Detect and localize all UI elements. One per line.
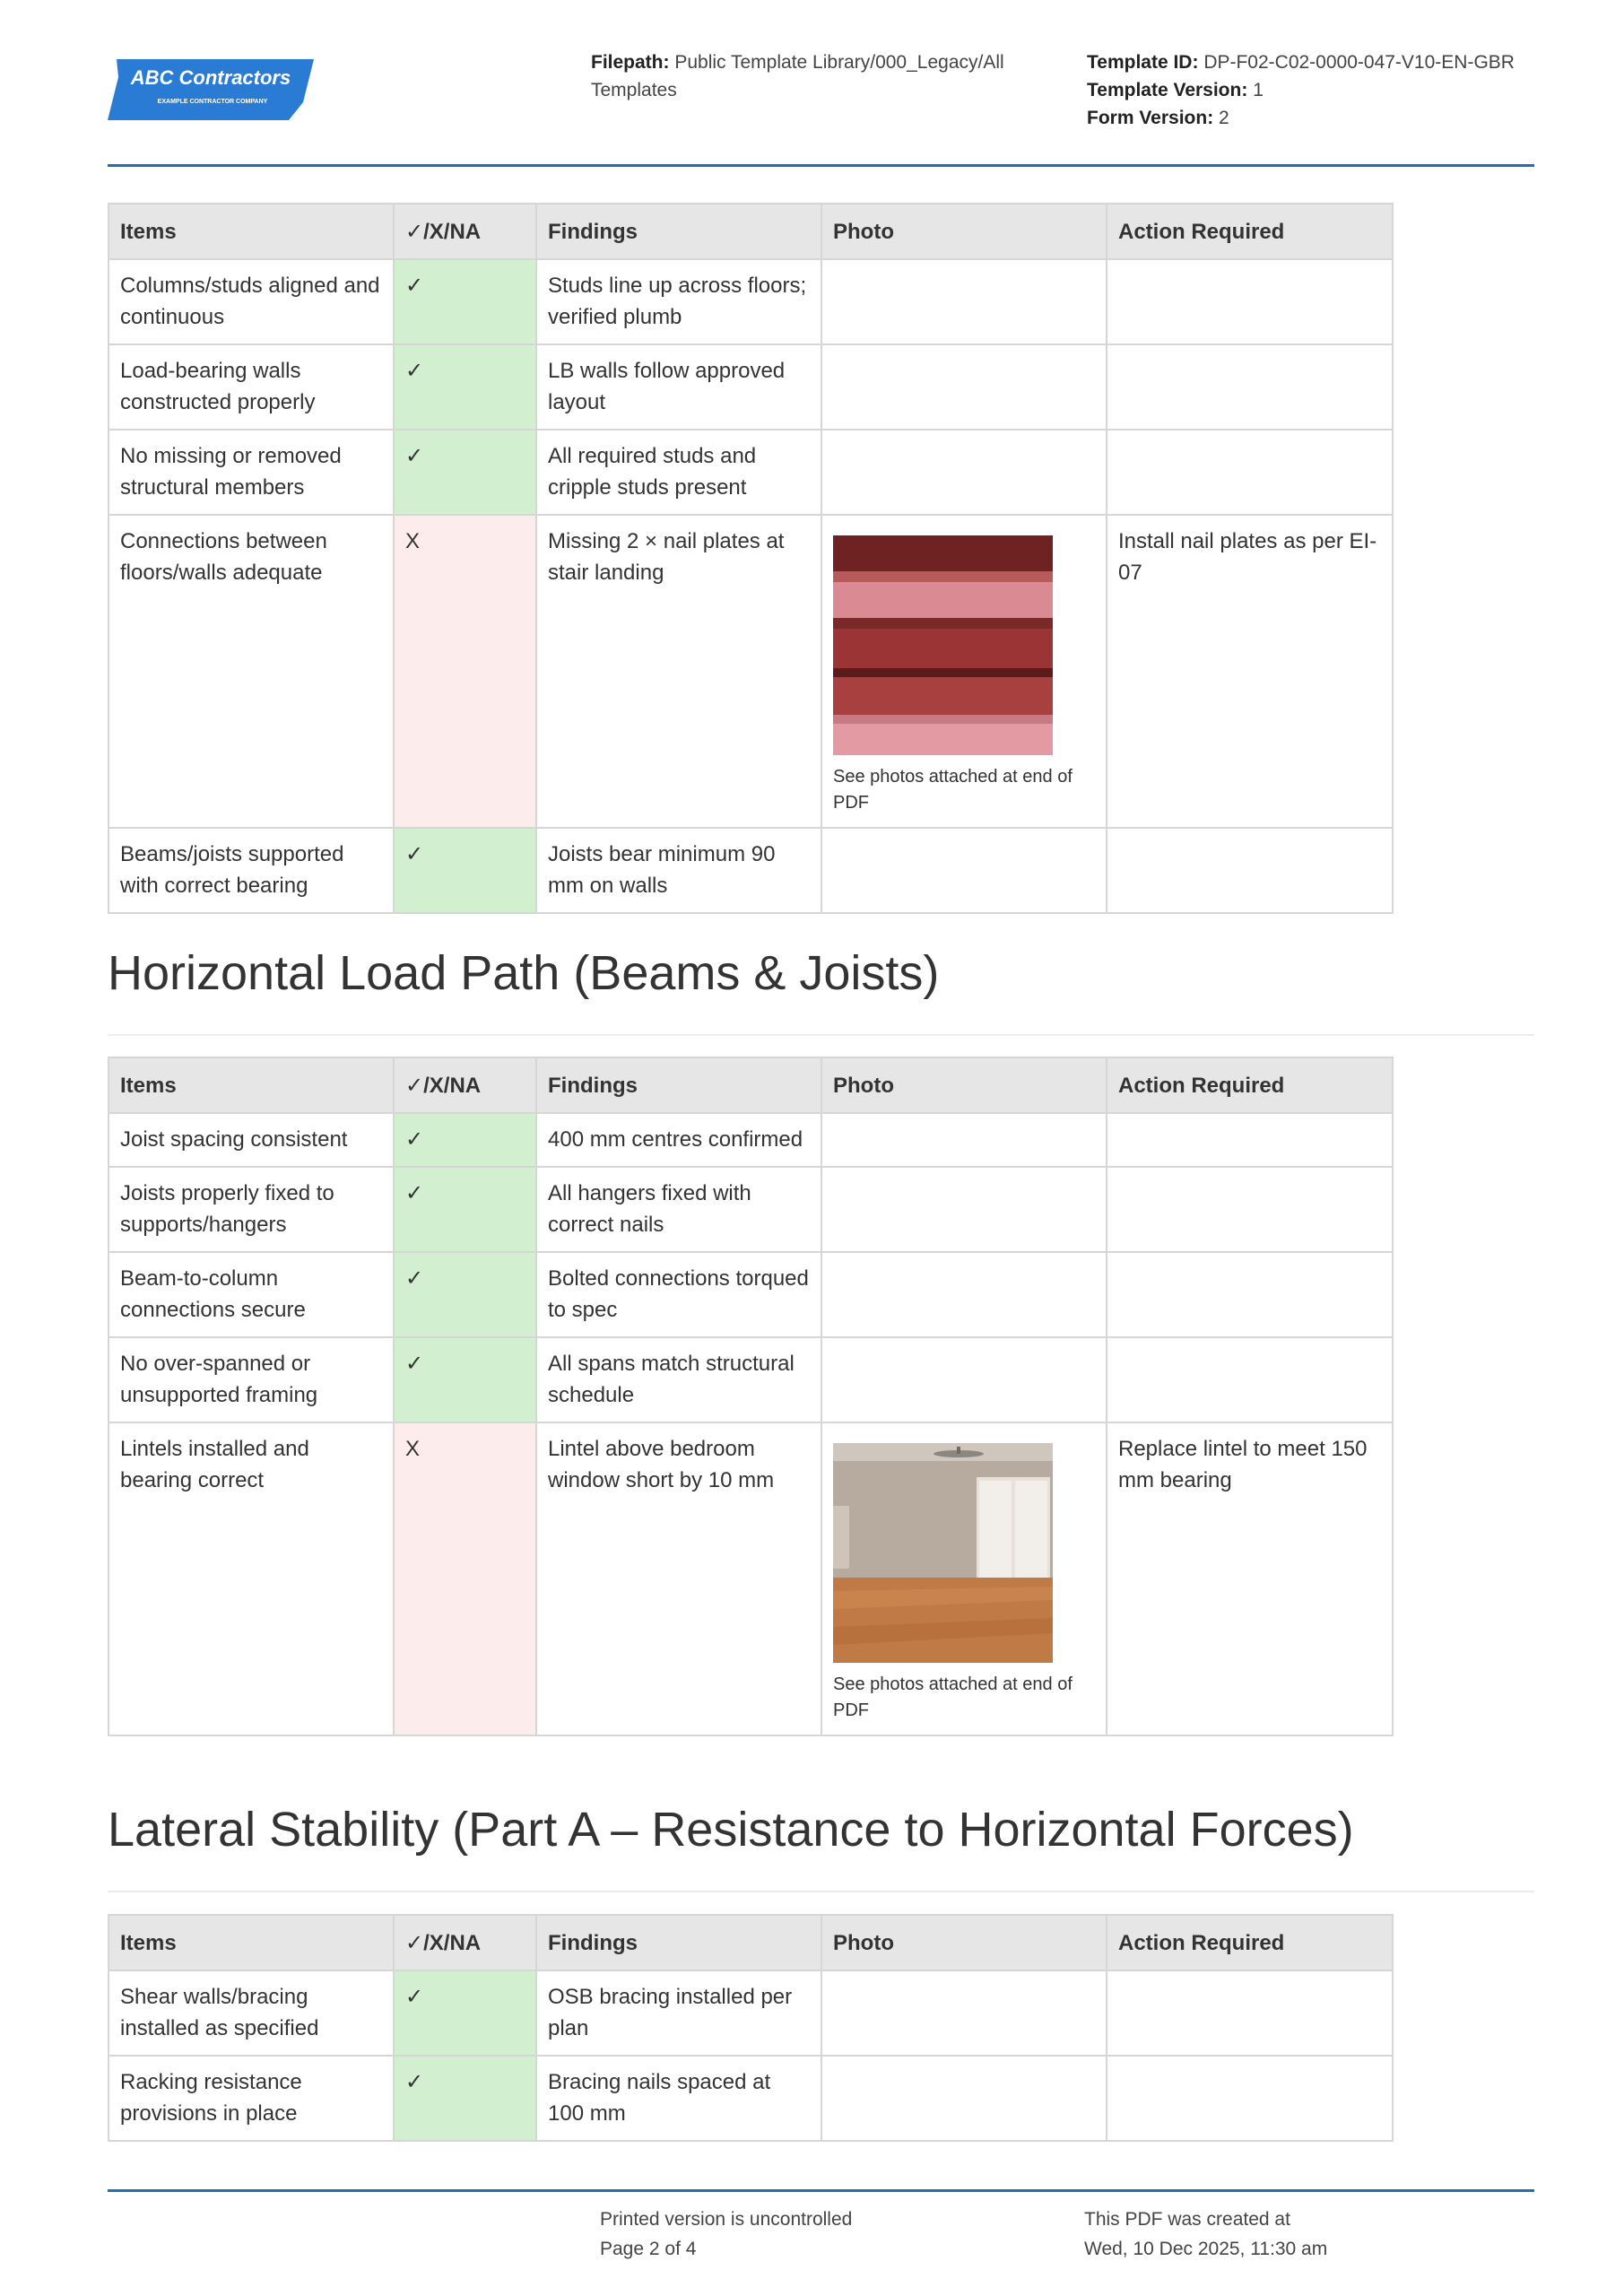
- item-cell: No over-spanned or unsupported framing: [109, 1337, 394, 1422]
- table-row: [109, 828, 1393, 913]
- checklist-table-vertical-load: [108, 203, 1394, 914]
- logo-text: ABC Contractors: [130, 66, 291, 89]
- col-header-findings: Findings: [536, 204, 821, 259]
- photo-cell: [821, 1167, 1107, 1252]
- bedroom-lintel-photo[interactable]: [833, 1443, 1053, 1663]
- template-id-label: Template ID:: [1087, 52, 1199, 73]
- table-row: [109, 1422, 1393, 1735]
- findings-cell: Studs line up across floors; verified plumb: [536, 259, 821, 344]
- item-cell: Lintels installed and bearing correct: [109, 1422, 394, 1735]
- status-cell: X: [394, 1422, 536, 1735]
- form-version-label: Form Version:: [1087, 108, 1214, 128]
- table-row: [109, 1337, 1393, 1422]
- status-cell: ✓: [394, 1970, 536, 2056]
- action-cell: [1107, 1337, 1393, 1422]
- table-row: [109, 259, 1393, 344]
- footer-left: [600, 2205, 1003, 2264]
- footer-divider: [108, 2189, 1534, 2192]
- footer-right: [1084, 2205, 1488, 2264]
- action-cell: Install nail plates as per EI-07: [1107, 515, 1393, 828]
- action-cell: Replace lintel to meet 150 mm bearing: [1107, 1422, 1393, 1735]
- findings-cell: All spans match structural schedule: [536, 1337, 821, 1422]
- template-info-block: [1087, 48, 1553, 132]
- photo-cell: [821, 1422, 1107, 1735]
- action-cell: [1107, 259, 1393, 344]
- col-header-items: Items: [109, 1057, 394, 1113]
- col-header-status: ✓/X/NA: [394, 1057, 536, 1113]
- findings-cell: Bolted connections torqued to spec: [536, 1252, 821, 1337]
- photo-cell: [821, 430, 1107, 515]
- status-cell: ✓: [394, 1252, 536, 1337]
- status-cell: ✓: [394, 1167, 536, 1252]
- section-title-lateral-stability: Lateral Stability (Part A – Resistance to Horizontal Forces): [108, 1803, 1354, 1857]
- table-row: [109, 1113, 1393, 1167]
- photo-cell: [821, 1970, 1107, 2056]
- item-cell: Load-bearing walls constructed properly: [109, 344, 394, 430]
- col-header-items: Items: [109, 1915, 394, 1970]
- findings-cell: OSB bracing installed per plan: [536, 1970, 821, 2056]
- item-cell: Shear walls/bracing installed as specified: [109, 1970, 394, 2056]
- findings-cell: All required studs and cripple studs present: [536, 430, 821, 515]
- item-cell: Columns/studs aligned and continuous: [109, 259, 394, 344]
- findings-cell: LB walls follow approved layout: [536, 344, 821, 430]
- action-cell: [1107, 828, 1393, 913]
- status-cell: ✓: [394, 344, 536, 430]
- checklist-table-horizontal-load: [108, 1057, 1394, 1736]
- col-header-action: Action Required: [1107, 204, 1393, 259]
- status-cell: ✓: [394, 1113, 536, 1167]
- photo-cell: [821, 1113, 1107, 1167]
- action-cell: [1107, 1970, 1393, 2056]
- table-row: [109, 1167, 1393, 1252]
- photo-cell: [821, 344, 1107, 430]
- table-row: [109, 344, 1393, 430]
- status-cell: ✓: [394, 828, 536, 913]
- col-header-status: ✓/X/NA: [394, 1915, 536, 1970]
- photo-caption: See photos attached at end of PDF: [833, 767, 1073, 813]
- findings-cell: Missing 2 × nail plates at stair landing: [536, 515, 821, 828]
- action-cell: [1107, 344, 1393, 430]
- section-title-horizontal-load: Horizontal Load Path (Beams & Joists): [108, 946, 940, 1000]
- page-header: [108, 0, 1534, 167]
- template-version-value: 1: [1253, 80, 1264, 100]
- item-cell: No missing or removed structural members: [109, 430, 394, 515]
- nail-plate-photo[interactable]: [833, 535, 1053, 755]
- photo-cell: [821, 2056, 1107, 2141]
- col-header-photo: Photo: [821, 1057, 1107, 1113]
- filepath-label: Filepath:: [591, 52, 670, 73]
- table-row: [109, 515, 1393, 828]
- photo-cell: [821, 259, 1107, 344]
- form-version: [1087, 104, 1553, 132]
- template-version: [1087, 76, 1553, 104]
- table-row: [109, 430, 1393, 515]
- section-divider: [108, 1891, 1534, 1892]
- col-header-photo: Photo: [821, 204, 1107, 259]
- status-cell: ✓: [394, 259, 536, 344]
- form-version-value: 2: [1219, 108, 1229, 128]
- findings-cell: Joists bear minimum 90 mm on walls: [536, 828, 821, 913]
- photo-cell: [821, 1337, 1107, 1422]
- template-id: [1087, 48, 1553, 76]
- table-header-row: [109, 204, 1393, 259]
- filepath-value: Public Template Library/000_Legacy/All Templates: [591, 52, 1004, 100]
- action-cell: [1107, 1252, 1393, 1337]
- logo-subtext: EXAMPLE CONTRACTOR COMPANY: [157, 99, 268, 105]
- findings-cell: Bracing nails spaced at 100 mm: [536, 2056, 821, 2141]
- company-logo: [108, 59, 314, 120]
- item-cell: Racking resistance provisions in place: [109, 2056, 394, 2141]
- col-header-status: ✓/X/NA: [394, 204, 536, 259]
- status-cell: ✓: [394, 1337, 536, 1422]
- uncontrolled-notice: Printed version is uncontrolled: [600, 2209, 853, 2230]
- checklist-table-lateral-stability: [108, 1914, 1394, 2142]
- template-version-label: Template Version:: [1087, 80, 1248, 100]
- status-cell: X: [394, 515, 536, 828]
- item-cell: Joists properly fixed to supports/hangers: [109, 1167, 394, 1252]
- col-header-findings: Findings: [536, 1915, 821, 1970]
- status-cell: ✓: [394, 2056, 536, 2141]
- findings-cell: 400 mm centres confirmed: [536, 1113, 821, 1167]
- created-timestamp: Wed, 10 Dec 2025, 11:30 am: [1084, 2239, 1328, 2259]
- table-row: [109, 2056, 1393, 2141]
- col-header-action: Action Required: [1107, 1915, 1393, 1970]
- photo-cell: [821, 515, 1107, 828]
- table-row: [109, 1970, 1393, 2056]
- col-header-photo: Photo: [821, 1915, 1107, 1970]
- action-cell: [1107, 2056, 1393, 2141]
- item-cell: Beams/joists supported with correct bearing: [109, 828, 394, 913]
- filepath-block: [591, 48, 1039, 104]
- table-header-row: [109, 1057, 1393, 1113]
- findings-cell: Lintel above bedroom window short by 10 mm: [536, 1422, 821, 1735]
- photo-cell: [821, 1252, 1107, 1337]
- created-label: This PDF was created at: [1084, 2209, 1290, 2230]
- page-number: Page 2 of 4: [600, 2239, 697, 2259]
- photo-caption: See photos attached at end of PDF: [833, 1674, 1073, 1720]
- action-cell: [1107, 430, 1393, 515]
- action-cell: [1107, 1167, 1393, 1252]
- section-divider: [108, 1034, 1534, 1036]
- template-id-value: DP-F02-C02-0000-047-V10-EN-GBR: [1203, 52, 1515, 73]
- item-cell: Connections between floors/walls adequate: [109, 515, 394, 828]
- col-header-action: Action Required: [1107, 1057, 1393, 1113]
- photo-cell: [821, 828, 1107, 913]
- table-header-row: [109, 1915, 1393, 1970]
- col-header-items: Items: [109, 204, 394, 259]
- col-header-findings: Findings: [536, 1057, 821, 1113]
- status-cell: ✓: [394, 430, 536, 515]
- item-cell: Beam-to-column connections secure: [109, 1252, 394, 1337]
- item-cell: Joist spacing consistent: [109, 1113, 394, 1167]
- findings-cell: All hangers fixed with correct nails: [536, 1167, 821, 1252]
- action-cell: [1107, 1113, 1393, 1167]
- table-row: [109, 1252, 1393, 1337]
